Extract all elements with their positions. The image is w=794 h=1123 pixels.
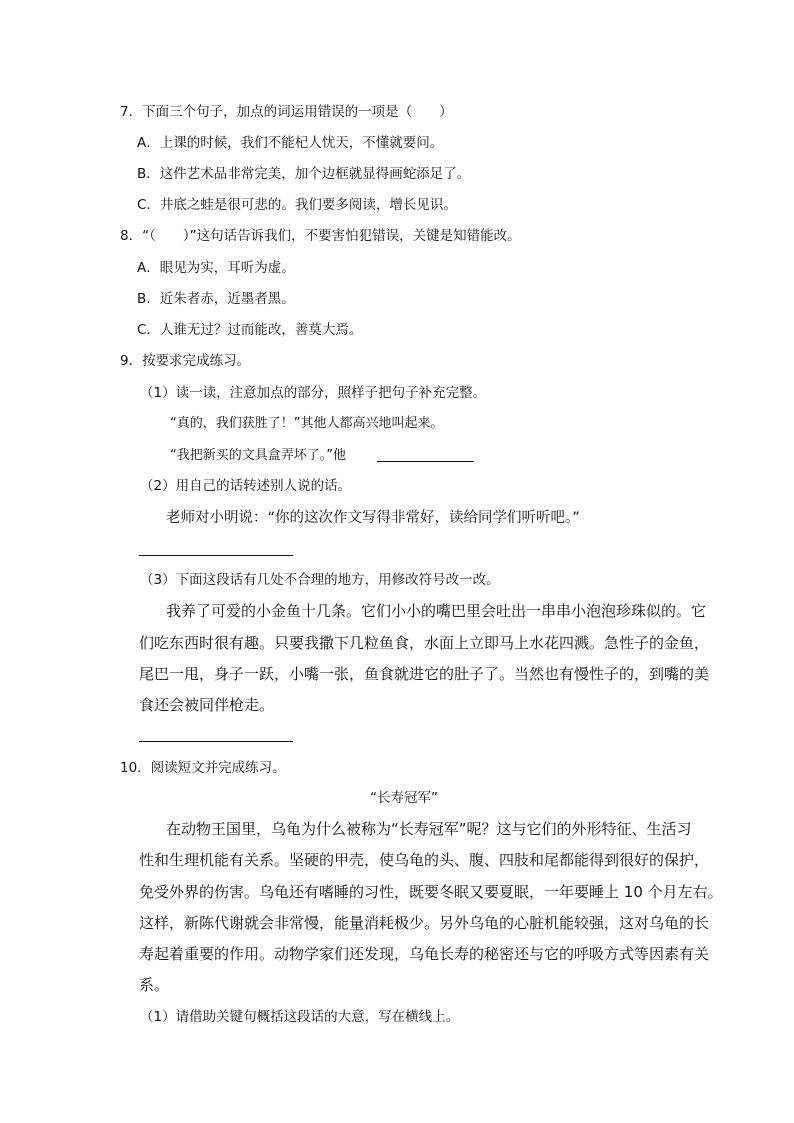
q9-part1-task: “我把新买的文具盒弄坏了。”他 bbox=[170, 448, 346, 463]
q9-part3-line-3: 尾巴一甩，身子一跃，小嘴一张，鱼食就进它的肚子了。当然也有慢性子的，到嘴的美 bbox=[139, 665, 710, 683]
q10-passage-line-3: 免受外界的伤害。乌龟还有嗜睡的习性，既要冬眠又要夏眠，一年要睡上 10 个月左右。 bbox=[139, 883, 723, 901]
q9-part2-quote: 老师对小明说：“你的这次作文写得非常好，读给同学们听听吧。” bbox=[166, 510, 580, 526]
q8-stem: 8．“（ ）”这句话告诉我们，不要害怕犯错误，关键是知错能改。 bbox=[120, 228, 521, 244]
q10-passage-line-6: 系。 bbox=[139, 976, 170, 994]
q8-option-b: B．近朱者赤，近墨者黑。 bbox=[137, 291, 295, 307]
q9-part3-line-4: 食还会被同伴枪走。 bbox=[139, 696, 275, 714]
q8-option-a: A．眼见为实，耳听为虚。 bbox=[137, 260, 295, 276]
q7-option-b: B．这件艺术品非常完美，加个边框就显得画蛇添足了。 bbox=[137, 166, 471, 182]
q10-passage-title: “长寿冠军” bbox=[370, 790, 438, 806]
q7-option-a: A．上课的时候，我们不能杞人忧天，不懂就要问。 bbox=[137, 135, 444, 151]
q10-passage-line-5: 寿起着重要的作用。动物学家们还发现，乌龟长寿的秘密还与它的呼吸方式等因素有关 bbox=[139, 945, 710, 963]
q9-part2-answer-blank[interactable] bbox=[139, 555, 293, 556]
q10-passage-line-4: 这样，新陈代谢就会非常慢，能量消耗极少。另外乌龟的心脏机能较强，这对乌龟的长 bbox=[139, 914, 710, 932]
q10-passage-line-1: 在动物王国里，乌龟为什么被称为“长寿冠军”呢？这与它们的外形特征、生活习 bbox=[166, 820, 692, 838]
q9-part3-answer-blank[interactable] bbox=[139, 741, 293, 742]
q10-part1-label: （1）请借助关键句概括这段话的大意，写在横线上。 bbox=[140, 1009, 460, 1025]
q9-part3-line-2: 们吃东西时很有趣。只要我撒下几粒鱼食，水面上立即马上水花四溅。急性子的金鱼， bbox=[139, 634, 710, 652]
q7-stem: 7．下面三个句子，加点的词运用错误的一项是（ ） bbox=[120, 104, 453, 120]
q10-stem: 10．阅读短文并完成练习。 bbox=[120, 760, 286, 776]
q7-option-c: C．井底之蛙是很可悲的。我们要多阅读，增长见识。 bbox=[137, 197, 457, 213]
q10-passage-line-2: 性和生理机能有关系。坚硬的甲壳，使乌龟的头、腹、四肢和尾都能得到很好的保护， bbox=[139, 851, 710, 869]
q9-part1-example: “真的，我们获胜了！”其他人都高兴地叫起来。 bbox=[170, 416, 444, 431]
q8-option-c: C．人谁无过？过而能改，善莫大焉。 bbox=[137, 322, 363, 338]
q9-part1-answer-blank[interactable] bbox=[377, 461, 474, 462]
q9-part3-line-1: 我养了可爱的小金鱼十几条。它们小小的嘴巴里会吐出一串串小泡泡珍珠似的。它 bbox=[166, 602, 707, 620]
q9-part1-label: （1）读一读，注意加点的部分，照样子把句子补充完整。 bbox=[140, 385, 487, 401]
q9-part2-label: （2）用自己的话转述别人说的话。 bbox=[140, 478, 352, 494]
q9-part3-label: （3）下面这段话有几处不合理的地方，用修改符号改一改。 bbox=[140, 572, 500, 588]
q9-stem: 9．按要求完成练习。 bbox=[120, 353, 251, 369]
